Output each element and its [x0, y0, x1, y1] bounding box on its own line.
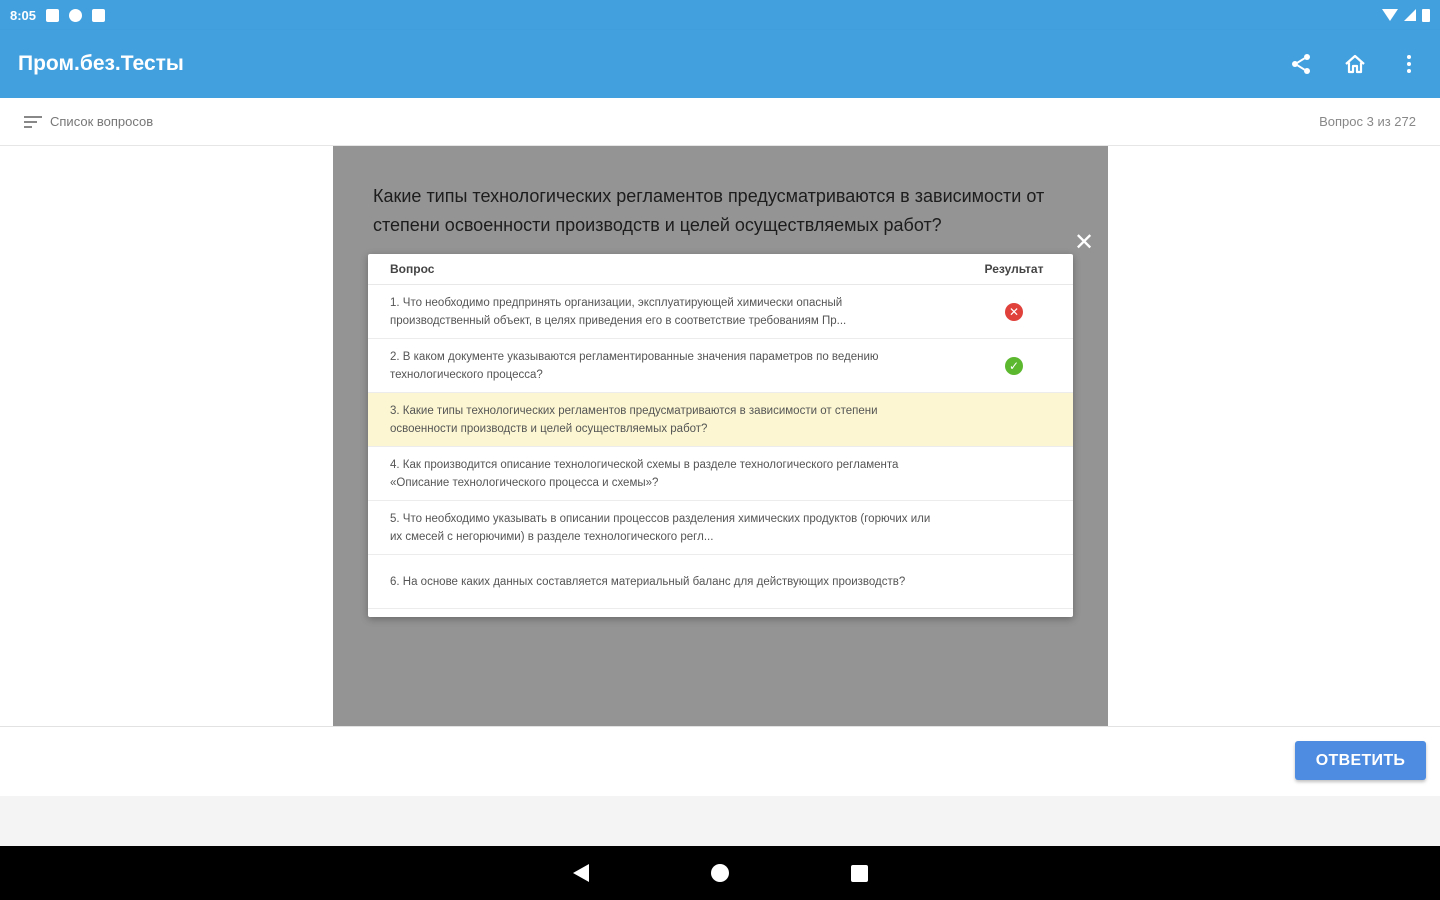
question-list-dialog: [368, 254, 1073, 617]
question-row-6[interactable]: [368, 555, 1073, 609]
more-vert-icon: [1397, 52, 1421, 76]
question-row-2[interactable]: [368, 339, 1073, 393]
app-bar: [0, 30, 1440, 98]
back-icon[interactable]: [573, 864, 589, 882]
question-row-4[interactable]: [368, 447, 1073, 501]
result-cell: [955, 357, 1073, 375]
question-counter: Вопрос 3 из 272: [1319, 114, 1416, 129]
question-list-label: Список вопросов: [50, 114, 154, 129]
dialog-header: [368, 254, 1073, 285]
sort-list-icon: [24, 115, 42, 129]
question-row-text: 4. Как производится описание технологической схемы в разделе технологического регламента «Описание технологического процесса и схемы»?: [390, 458, 899, 489]
status-bar: [0, 0, 1440, 30]
question-row-3-current[interactable]: [368, 393, 1073, 447]
notification-icon: [46, 9, 59, 22]
close-dialog-button[interactable]: [1072, 231, 1096, 255]
signal-icon: [1404, 9, 1416, 21]
result-cell: [955, 303, 1073, 321]
bottom-divider: [0, 726, 1440, 727]
column-header-question: Вопрос: [390, 262, 435, 276]
recent-apps-icon[interactable]: [851, 865, 868, 882]
status-time: 8:05: [10, 7, 37, 23]
share-icon: [1289, 52, 1313, 76]
overflow-menu-button[interactable]: [1396, 51, 1422, 77]
bottom-panel: [0, 796, 1440, 846]
close-icon: ✕: [1073, 229, 1095, 256]
question-row-text: 3. Какие типы технологических регламентов предусматриваются в зависимости от степени освоенности производств и целей осуществляемых работ?: [390, 404, 878, 435]
home-button[interactable]: [1342, 51, 1368, 77]
app-title: Пром.без.Тесты: [18, 52, 184, 75]
question-list-button[interactable]: [24, 114, 153, 129]
app-notification-icon: [69, 9, 82, 22]
column-header-result: Результат: [984, 262, 1044, 276]
share-button[interactable]: [1288, 51, 1314, 77]
question-row-5[interactable]: [368, 501, 1073, 555]
question-row-text: 1. Что необходимо предпринять организации, эксплуатирующей химически опасный производственный объект, в целях приведения его в соответствие требованиям Пр...: [390, 296, 847, 327]
battery-icon: [1422, 9, 1430, 22]
system-nav-bar: [0, 846, 1440, 900]
correct-answer-icon: ✓: [1005, 357, 1023, 375]
question-row-1[interactable]: [368, 285, 1073, 339]
wrong-answer-icon: ✕: [1005, 303, 1023, 321]
wifi-icon: [1382, 9, 1398, 21]
question-row-text: 2. В каком документе указываются регламентированные значения параметров по ведению технологического процесса?: [390, 350, 879, 381]
question-text: Какие типы технологических регламентов предусматриваются в зависимости от степени освоенности производств и целей осуществляемых работ?: [373, 186, 1045, 235]
home-icon: [1343, 52, 1367, 76]
question-toolbar: [0, 98, 1440, 146]
question-row-text: 6. На основе каких данных составляется материальный баланс для действующих производств?: [390, 575, 906, 588]
question-row-text: 5. Что необходимо указывать в описании процессов разделения химических продуктов (горючих или их смесей с негорючими) в разделе технологического регл...: [390, 512, 931, 543]
answer-button[interactable]: ОТВЕТИТЬ: [1295, 741, 1426, 780]
home-circle-icon[interactable]: [711, 864, 729, 882]
sd-card-icon: [92, 9, 105, 22]
